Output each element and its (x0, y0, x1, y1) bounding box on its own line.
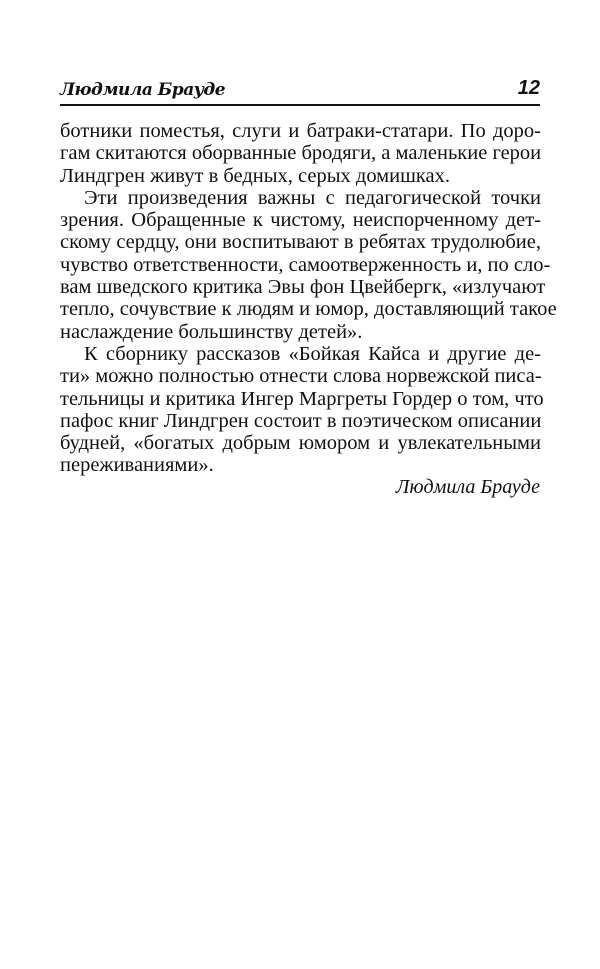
header-author: Людмила Брауде (60, 80, 226, 100)
page-number: 12 (517, 77, 540, 99)
text-line: тепло, сочувствие к людям и юмор, доставляющий такое (60, 298, 557, 321)
paragraph (60, 120, 541, 187)
body-text (60, 120, 557, 477)
text-line: пафос книг Линдгрен состоит в поэтическом описании (60, 409, 542, 432)
text-line: ти» можно полностью отнести слова норвежской писа- (60, 365, 542, 388)
running-header (60, 72, 540, 106)
paragraph (60, 342, 544, 477)
text-line: Линдгрен живут в бедных, серых домишках. (60, 164, 451, 187)
text-line: скому сердцу, они воспитывают в ребятах трудолюбие, (60, 231, 541, 254)
text-line: тельницы и критика Ингер Маргреты Гордер о том, что (60, 387, 544, 410)
text-line: К сборнику рассказов «Бойкая Кайса и другие де- (84, 342, 541, 365)
text-line: зрения. Обращенные к чистому, неиспорченному дет- (60, 209, 541, 232)
text-line: наслаждение большинству детей». (60, 320, 363, 343)
text-line: чувство ответственности, самоотверженность и, по сло- (60, 253, 551, 276)
text-line: Эти произведения важны с педагогической точки (84, 186, 541, 209)
signature: Людмила Брауде (395, 476, 540, 498)
text-line: будней, «богатых добрым юмором и увлекательными (60, 432, 541, 455)
text-line: вам шведского критика Эвы фон Цвейбергк, «излучают (60, 276, 546, 299)
paragraph (60, 186, 557, 343)
text-line: ботники поместья, слуги и батраки-статари. По доро- (60, 120, 541, 142)
text-line: гам скитаются оборванные бродяги, а маленькие герои (60, 142, 542, 165)
text-line: переживаниями». (60, 454, 214, 477)
